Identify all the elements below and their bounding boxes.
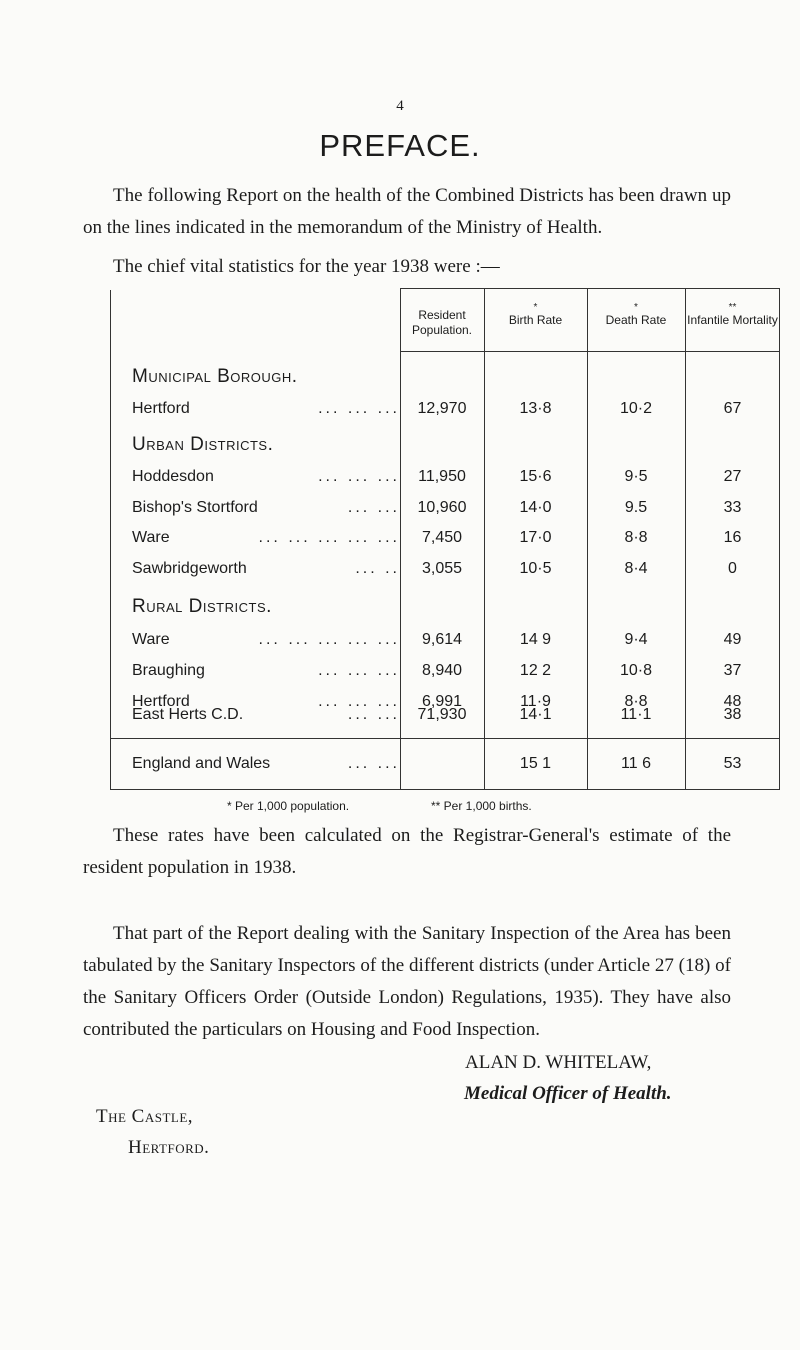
cell-birth-rate: 15 1 xyxy=(519,755,552,772)
cell-population: 3,055 xyxy=(421,560,463,577)
header-resident-population: Resident Population. xyxy=(411,308,473,337)
row-name: Hertford xyxy=(132,693,190,710)
total-top-rule xyxy=(110,738,780,739)
cell-birth-rate: 14·0 xyxy=(519,499,552,516)
address-line-2: Hertford. xyxy=(128,1137,210,1158)
row-name: East Herts C.D. xyxy=(132,706,244,723)
cell-infantile-mortality: 37 xyxy=(723,662,742,679)
table-row-label xyxy=(132,662,400,680)
table-row-label xyxy=(132,400,400,418)
row-name: Bishop's Stortford xyxy=(132,499,258,516)
cell-death-rate: 10·2 xyxy=(619,400,653,417)
cell-death-rate: 9·4 xyxy=(624,631,648,648)
leader-dots: ... ... xyxy=(347,706,400,723)
row-name: Ware xyxy=(132,529,170,546)
cell-birth-rate: 11·9 xyxy=(520,693,551,710)
cell-population: 6,991 xyxy=(421,693,463,710)
section-urban-districts: Urban Districts. xyxy=(132,434,274,455)
header-birth-rate-label: Birth Rate xyxy=(508,313,563,327)
header-infantile-mortality xyxy=(685,302,780,328)
rates-paragraph-text: These rates have been calculated on the Registrar-General's estimate of the resident population in 1938. xyxy=(83,825,731,878)
signature-name: ALAN D. WHITELAW, xyxy=(465,1052,652,1073)
intro-paragraph-text: The following Report on the health of the Combined Districts has been drawn up on the lines indicated in the memorandum of the Ministry of Health. xyxy=(83,185,731,238)
birth-rate-mark: * xyxy=(533,302,538,313)
leader-dots: ... .. xyxy=(355,560,400,577)
cell-infantile-mortality: 33 xyxy=(723,499,742,516)
leader-dots: ... ... xyxy=(347,755,400,772)
cell-death-rate: 8·8 xyxy=(624,529,648,546)
footnote-per-births: ** Per 1,000 births. xyxy=(431,799,532,813)
address-line-1: The Castle, xyxy=(96,1106,194,1127)
header-death-rate xyxy=(587,302,685,328)
cell-birth-rate: 12 2 xyxy=(519,662,552,679)
cell-population: 10,960 xyxy=(417,499,467,516)
sanitary-paragraph-text: That part of the Report dealing with the Sanitary Inspection of the Area has been tabulated by the Sanitary Inspectors of the different districts (under Article 27 (18) of the Sanitary Officers Order (Outside London) Regulations, 1935). They have also contributed the particulars on Housing and Food Inspection. xyxy=(83,923,731,1040)
footnote-per-population: * Per 1,000 population. xyxy=(227,799,350,813)
cell-infantile-mortality: 48 xyxy=(723,693,742,710)
row-name: Ware xyxy=(132,631,170,648)
infantile-mark: ** xyxy=(728,302,737,313)
cell-death-rate: 11 6 xyxy=(621,755,651,772)
cell-birth-rate: 14·1 xyxy=(519,706,552,723)
cell-death-rate: 9.5 xyxy=(624,499,648,516)
cell-population: 7,450 xyxy=(421,529,463,546)
leader-dots: ... ... ... ... ... xyxy=(258,631,400,648)
cell-death-rate: 8·8 xyxy=(624,693,648,710)
stats-intro-text: The chief vital statistics for the year 1938 were :— xyxy=(113,256,500,277)
cell-population: 9,614 xyxy=(421,631,463,648)
cell-population: 11,950 xyxy=(418,468,466,485)
row-name: Sawbridgeworth xyxy=(132,560,247,577)
leader-dots: ... ... ... ... ... xyxy=(258,529,400,546)
vital-statistics-table xyxy=(110,288,778,793)
leader-dots: ... ... ... xyxy=(318,400,400,417)
header-death-rate-label: Death Rate xyxy=(605,313,667,327)
signature-title: Medical Officer of Health. xyxy=(464,1083,672,1104)
cell-population: 71,930 xyxy=(417,706,467,723)
cell-infantile-mortality: 53 xyxy=(723,755,742,772)
header-bottom-rule xyxy=(400,351,780,352)
leader-dots: ... ... ... xyxy=(318,693,400,710)
cell-infantile-mortality: 49 xyxy=(723,631,742,648)
table-row-label xyxy=(132,755,400,773)
section-municipal-borough: Municipal Borough. xyxy=(132,366,298,387)
sanitary-paragraph xyxy=(83,918,731,1046)
stats-intro xyxy=(83,251,731,283)
death-rate-mark: * xyxy=(634,302,638,313)
row-name: Hoddesdon xyxy=(132,468,214,485)
cell-infantile-mortality: 0 xyxy=(728,560,737,577)
table-row-label xyxy=(132,631,400,649)
leader-dots: ... ... ... xyxy=(318,662,400,679)
table-row-label xyxy=(132,560,400,578)
cell-infantile-mortality: 38 xyxy=(723,706,742,723)
cell-birth-rate: 10·5 xyxy=(519,560,552,577)
cell-birth-rate: 14 9 xyxy=(519,631,552,648)
leader-dots: ... ... xyxy=(347,499,400,516)
cell-birth-rate: 15·6 xyxy=(519,468,552,485)
table-left-rule xyxy=(110,290,111,790)
header-infantile-label: Infantile Mortality xyxy=(687,313,778,327)
cell-death-rate: 8·4 xyxy=(624,560,648,577)
cell-birth-rate: 13·8 xyxy=(519,400,552,417)
row-name: Braughing xyxy=(132,662,205,679)
row-name: England and Wales xyxy=(132,755,271,772)
header-birth-rate xyxy=(484,302,587,328)
section-rural-districts: Rural Districts. xyxy=(132,596,272,617)
table-row-label xyxy=(132,706,400,724)
cell-infantile-mortality: 27 xyxy=(723,468,742,485)
cell-infantile-mortality: 16 xyxy=(723,529,742,546)
page-title: PREFACE. xyxy=(319,128,481,163)
page-number: 4 xyxy=(396,98,404,114)
rates-paragraph xyxy=(83,820,731,884)
table-row-label xyxy=(132,529,400,547)
cell-death-rate: 10·8 xyxy=(619,662,653,679)
cell-death-rate: 11·1 xyxy=(620,706,652,723)
intro-paragraph xyxy=(83,180,731,244)
table-bottom-rule xyxy=(110,789,780,790)
cell-population: 12,970 xyxy=(417,400,467,417)
leader-dots: ... ... ... xyxy=(318,468,400,485)
cell-infantile-mortality: 67 xyxy=(723,400,742,417)
row-name: Hertford xyxy=(132,400,190,417)
cell-birth-rate: 17·0 xyxy=(519,529,552,546)
table-row-label xyxy=(132,468,400,486)
cell-population: 8,940 xyxy=(421,662,463,679)
table-row-label xyxy=(132,499,400,517)
cell-death-rate: 9·5 xyxy=(624,468,648,485)
table-top-rule xyxy=(400,288,780,289)
